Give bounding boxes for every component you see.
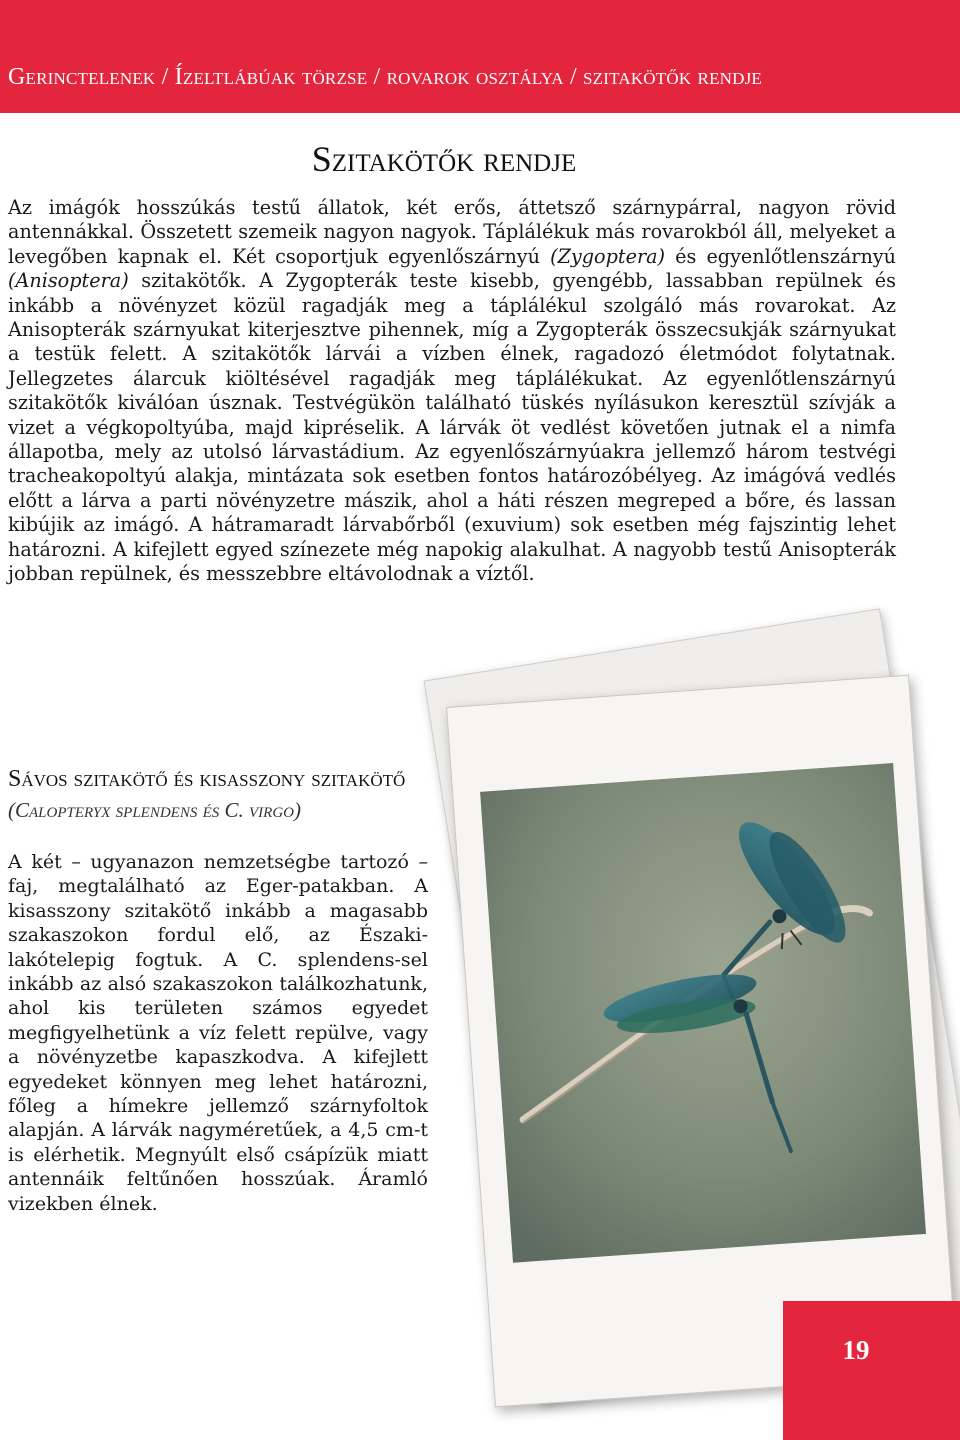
main-text-part-2: és egyenlőtlenszárnyú xyxy=(665,244,897,268)
breadcrumb: Gerinctelenek / Ízeltlábúak törzse / rovarok osztálya / szitakötők rendje xyxy=(8,64,763,90)
page-number-box xyxy=(783,1301,960,1440)
main-text-part-1: Az imágók hosszúkás testű állatok, két erős, áttetsző szárnypárral, nagyon rövid antennákkal. Összetett szemeik nagyon nagyok. Táplálékuk más rovarokból áll, melyeket a levegőben kapnak el. Két csoportjuk egyenlőszárnyú xyxy=(8,196,896,268)
main-text-part-3: szitakötők. A Zygopterák teste kisebb, gyengébb, lassabban repülnek és inkább a növényzet közül ragadják meg a táplálékul szolgáló más rovarokat. Az Anisopterák szárnyukat kiterjesztve pihennek, míg a Zygopterák összecsukják szárnyukat a testük felett. A szitakötők lárvái a vízben élnek, ragadozó életmódot folytatnak. Jellegzetes álarcuk kiöltésével ragadják meg táplálékukat. Az egyenlőtlenszárnyú szitakötők kiválóan úsznak. Testvégükön található tüskés nyílásukon keresztül szívják a vizet a végkopoltyúba, majd kipréselik. A lárvák öt vedlést követően jutnak el a nimfa állapotba, mely az utolsó lárvastádium. Az egyenlőszárnyúakra jellemző három testvégi tracheakopoltyú alakja, mintázata sok esetben fontos határozóbélyeg. Az imágóvá vedlés előtt a lárva a parti növényzetre mászik, ahol a háti részen megreped a bőre, és lassan kibújik az imágó. A hátramaradt lárvabőrből (exuvium) sok esetben még fajszintig lehet határozni. A kifejlett egyed színezete még napokig alakulhat. A nagyobb testű Anisopterák jobban repülnek, és messzebbre eltávolodnak a víztől. xyxy=(8,269,896,586)
section-latin-name: (Calopteryx splendens és C. virgo) xyxy=(8,798,301,822)
section-paragraph xyxy=(8,850,428,1216)
damselfly-illustration xyxy=(480,763,926,1263)
damselfly-photo xyxy=(480,763,926,1263)
section-title: Sávos szitakötő és kisasszony szitakötő xyxy=(8,766,406,792)
header-band xyxy=(0,0,960,113)
section-text: A két – ugyanazon nemzetségbe tartozó – faj, megtalálható az Eger-patakban. A kisasszony szitakötő inkább a magasabb szakaszokon fordul elő, az Északi-lakótelepig fogtuk. A C. splendens-sel inkább az alsó szakaszokon találkozhatunk, ahol kis területen számos egyedet megfigyelhetünk a víz felett repülve, vagy a növényzetbe kapaszkodva. A kifejlett egyedeket könnyen meg lehet határozni, főleg a hímekre jellemző szárnyfoltok alapján. A lárvák nagyméretűek, a 4,5 cm-t is elérhetik. Megnyúlt első csápízük miatt antennáik feltűnően hosszúak. Áramló vizekben élnek. xyxy=(8,851,428,1215)
latin-zygoptera: (Zygoptera) xyxy=(550,244,666,268)
page-title: Szitakötők rendje xyxy=(311,139,577,179)
main-paragraph xyxy=(8,196,896,587)
page-number: 19 xyxy=(842,1335,870,1365)
latin-anisoptera: (Anisoptera) xyxy=(8,269,129,293)
